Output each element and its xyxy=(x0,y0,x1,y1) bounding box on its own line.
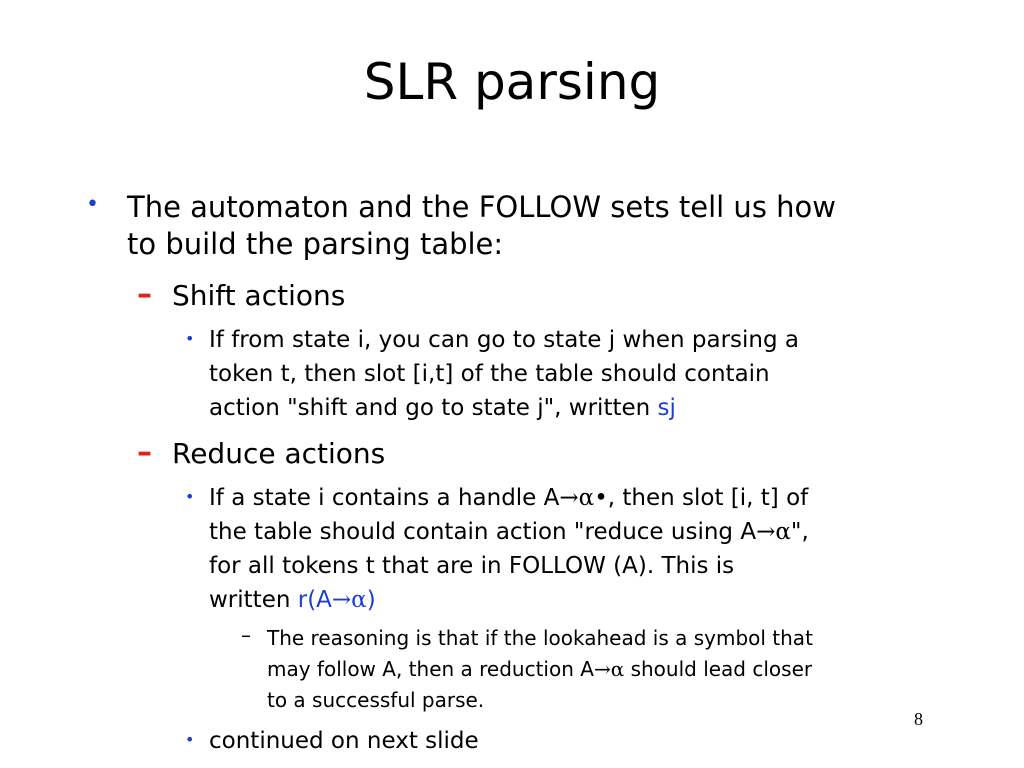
shift-detail-line1: If from state i, you can go to state j when parsing a xyxy=(209,327,800,353)
bullet-dot-icon: • xyxy=(185,487,195,506)
reasoning-line2 xyxy=(267,654,812,684)
shift-actions-heading: Shift actions xyxy=(172,279,346,312)
reasoning-line2-text-b: should lead closer xyxy=(624,657,813,681)
handle-symbol: →α• xyxy=(559,485,608,511)
shift-detail-line3 xyxy=(209,391,676,425)
shift-detail-line2: token t, then slot [i,t] of the table should contain xyxy=(209,361,770,387)
bullet-dot-icon: • xyxy=(185,730,195,749)
reduce-line2-text-b: ", xyxy=(790,519,809,545)
bullet-dash-icon: – xyxy=(137,435,152,470)
bullet-dot-icon: • xyxy=(86,192,99,217)
bullet-dash-icon: – xyxy=(241,623,251,647)
bullet1-line1: The automaton and the FOLLOW sets tell us how xyxy=(127,190,836,224)
reasoning-symbol: →α xyxy=(593,657,625,681)
reduce-code-symbol: →α xyxy=(331,587,367,613)
reasoning-line3: to a successful parse. xyxy=(267,688,485,712)
page-number: 8 xyxy=(914,709,923,729)
reduce-actions-heading: Reduce actions xyxy=(172,437,386,470)
reduce-line2-text-a: the table should contain action "reduce using A xyxy=(209,519,757,545)
production-symbol: →α xyxy=(756,519,791,545)
reduce-line1-text-a: If a state i contains a handle A xyxy=(209,485,560,511)
reduce-detail-line1 xyxy=(209,481,808,515)
bullet1-line2: to build the parsing table: xyxy=(127,227,504,261)
continued-note: continued on next slide xyxy=(209,728,479,754)
reasoning-line1: The reasoning is that if the lookahead is a symbol that xyxy=(267,626,813,650)
reduce-code-b: ) xyxy=(366,587,376,613)
reduce-detail-line2 xyxy=(209,515,809,549)
reduce-detail-line3: for all tokens t that are in FOLLOW (A). This is xyxy=(209,553,735,579)
reduce-line4-text: written xyxy=(209,587,298,613)
reduce-code xyxy=(298,587,376,613)
bullet-dash-icon: – xyxy=(137,277,152,312)
reasoning-line2-text-a: may follow A, then a reduction A xyxy=(267,657,594,681)
slide-title: SLR parsing xyxy=(363,53,661,111)
reduce-detail-line4 xyxy=(209,583,376,617)
bullet-dot-icon: • xyxy=(185,329,195,348)
shift-detail-text: action "shift and go to state j", written xyxy=(209,395,658,421)
shift-code-sj: sj xyxy=(657,395,676,421)
reduce-code-a: r(A xyxy=(297,587,332,613)
reduce-line1-text-b: , then slot [i, t] of xyxy=(607,485,809,511)
